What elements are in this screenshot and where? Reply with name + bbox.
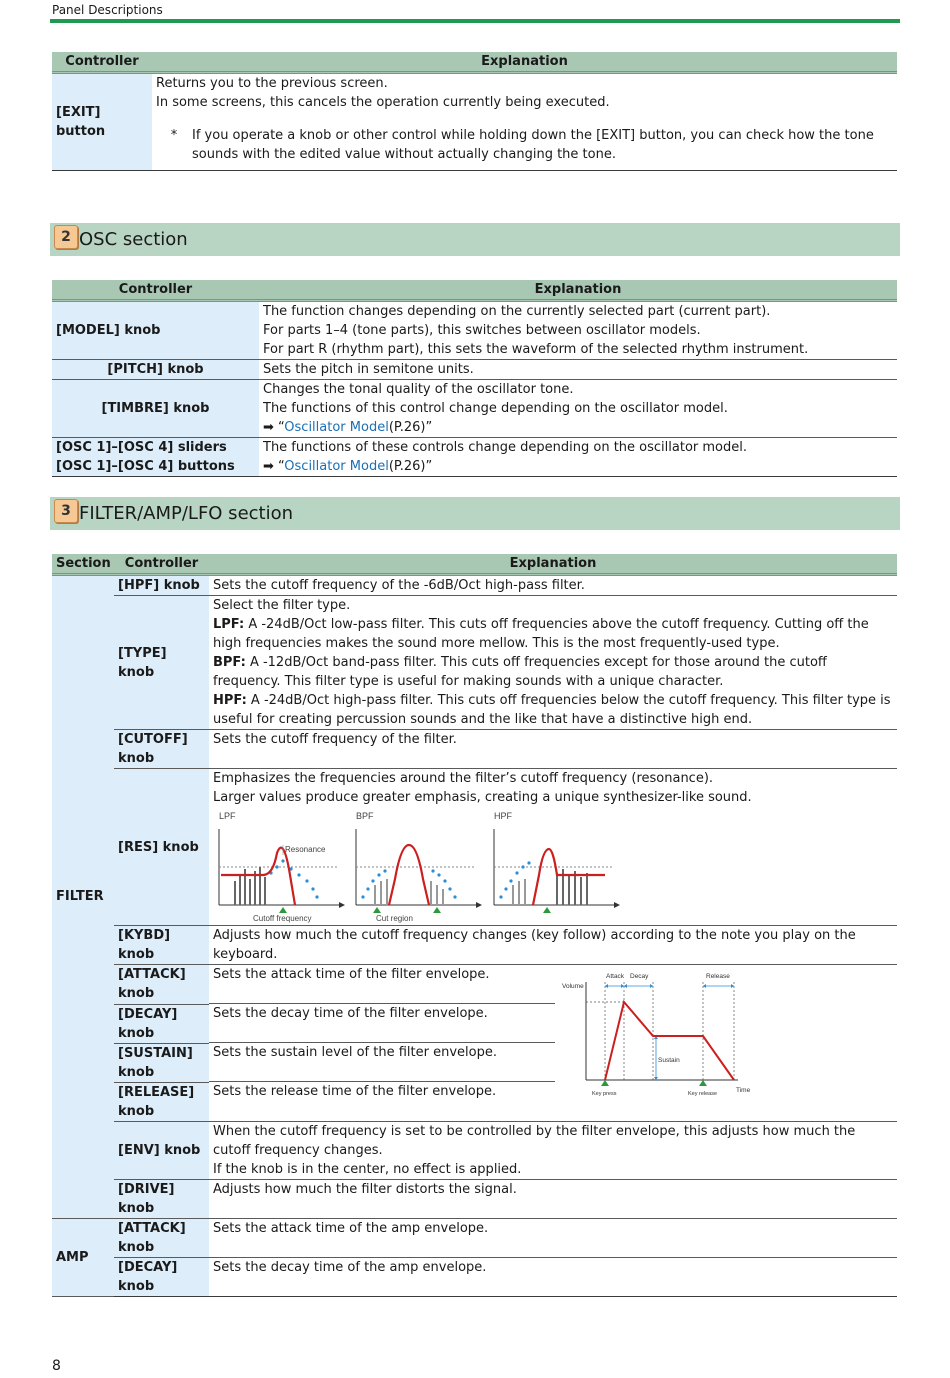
table-row <box>52 596 897 730</box>
controller-res-knob: [RES] knob <box>114 769 209 926</box>
col-explanation: Explanation <box>209 554 897 575</box>
controller-pitch-knob: [PITCH] knob <box>52 360 259 380</box>
table-row <box>52 1043 897 1082</box>
section-title: OSC section <box>79 229 188 250</box>
volume-label: Volume <box>562 983 584 990</box>
controller-osc-sliders-buttons: [OSC 1]–[OSC 4] sliders [OSC 1]–[OSC 4] buttons <box>52 438 259 477</box>
sustain-label: Sustain <box>658 1057 680 1064</box>
table-row <box>52 1082 897 1121</box>
table-row <box>52 965 897 1005</box>
resonance-label: Resonance <box>285 845 326 854</box>
table-row <box>52 575 897 596</box>
table-row <box>52 380 897 438</box>
bpf-label: BPF <box>356 811 374 821</box>
explanation-cell: Sets the decay time of the amp envelope. <box>209 1257 897 1296</box>
oscillator-model-link[interactable]: Oscillator Model <box>284 420 389 435</box>
table-row <box>52 1004 897 1043</box>
table-row <box>52 73 897 171</box>
exit-table <box>52 52 897 171</box>
controller-amp-attack-knob: [ATTACK] knob <box>114 1218 209 1257</box>
explanation-cell: Returns you to the previous screen. In some screens, this cancels the operation currently being executed. * If you operate a knob or other control while holding down the [EXIT] button, you can check how the tone sounds with the edited value without actually changing the tone. <box>152 73 897 171</box>
table-row <box>52 438 897 477</box>
time-label: Time <box>736 1087 751 1094</box>
cut-region-label: Cut region <box>376 914 413 923</box>
controller-release-knob: [RELEASE] knob <box>114 1082 209 1121</box>
explanation-cell: The function changes depending on the currently selected part (current part). For parts 1–4 (tone parts), this switches between oscillator models. For part R (rhythm part), this sets the waveform of the selected rhythm instrument. <box>259 301 897 360</box>
attack-label: Attack <box>606 973 625 980</box>
bpf-plot <box>356 829 482 913</box>
hpf-label: HPF <box>494 811 512 821</box>
controller-env-knob: [ENV] knob <box>114 1121 209 1179</box>
note <box>156 126 893 164</box>
explanation-cell: When the cutoff frequency is set to be controlled by the filter envelope, this adjusts how much the cutoff frequency changes. If the knob is in the center, no effect is applied. <box>209 1121 897 1179</box>
explanation-cell: Sets the cutoff frequency of the filter. <box>209 730 897 769</box>
explanation-cell: Changes the tonal quality of the oscillator tone. The functions of this control change depending on the oscillator model. ➡ “Oscillator Model(P.26)” <box>259 380 897 438</box>
controller-cutoff-knob: [CUTOFF] knob <box>114 730 209 769</box>
note-mark: * <box>170 128 178 143</box>
cross-reference: ➡ “Oscillator Model(P.26)” <box>263 459 433 474</box>
table-row <box>52 360 897 380</box>
section-header-filter-amp-lfo <box>50 497 900 530</box>
col-controller: Controller <box>114 554 209 575</box>
cross-reference: ➡ “Oscillator Model(P.26)” <box>263 420 433 435</box>
table-row <box>52 1179 897 1218</box>
col-explanation: Explanation <box>259 280 897 301</box>
explanation-cell: Sets the release time of the filter envelope. <box>209 1082 897 1121</box>
section-header-osc <box>50 223 900 256</box>
osc-table <box>52 280 897 477</box>
controller-drive-knob: [DRIVE] knob <box>114 1179 209 1218</box>
explanation-cell: Sets the decay time of the filter envelope. <box>209 1004 897 1043</box>
header-rule <box>50 19 900 23</box>
key-press-label: Key press <box>592 1091 617 1097</box>
controller-timbre-knob: [TIMBRE] knob <box>52 380 259 438</box>
page-number: 8 <box>52 1358 61 1374</box>
section-number: 2 <box>54 225 78 249</box>
key-release-label: Key release <box>688 1091 718 1097</box>
table-row <box>52 926 897 965</box>
col-section: Section <box>52 554 114 575</box>
controller-amp-decay-knob: [DECAY] knob <box>114 1257 209 1296</box>
filter-table <box>52 554 897 1297</box>
controller-sustain-knob: [SUSTAIN] knob <box>114 1043 209 1082</box>
controller-model-knob: [MODEL] knob <box>52 301 259 360</box>
table-row <box>52 1257 897 1296</box>
page-header-title: Panel Descriptions <box>52 3 163 17</box>
table-row <box>52 301 897 360</box>
explanation-cell: The functions of these controls change depending on the oscillator model. ➡ “Oscillator Model(P.26)” <box>259 438 897 477</box>
note-text: If you operate a knob or other control while holding down the [EXIT] button, you can check how the tone sounds with the edited value without actually changing the tone. <box>192 128 874 162</box>
decay-label: Decay <box>630 973 649 980</box>
controller-attack-knob: [ATTACK] knob <box>114 965 209 1005</box>
explanation-cell: Sets the attack time of the filter envelope. <box>209 965 897 1005</box>
lpf-label: LPF <box>219 811 236 821</box>
lpf-plot <box>219 829 345 913</box>
section-title: FILTER/AMP/LFO section <box>79 503 294 524</box>
explanation-cell: Sets the attack time of the amp envelope. <box>209 1218 897 1257</box>
explanation-cell: Emphasizes the frequencies around the filter’s cutoff frequency (resonance). Larger values produce greater emphasis, creating a unique synthesizer-like sound. LPF BPF HPF Resonance Cutoff frequency Cut region <box>209 769 897 926</box>
section-amp: AMP <box>52 1218 114 1296</box>
release-label: Release <box>706 973 730 980</box>
table-row <box>52 730 897 769</box>
explanation-cell: Adjusts how much the filter distorts the signal. <box>209 1179 897 1218</box>
oscillator-model-link[interactable]: Oscillator Model <box>284 459 389 474</box>
col-controller: Controller <box>52 280 259 301</box>
controller-exit-button: [EXIT] button <box>52 73 152 171</box>
table-row <box>52 769 897 926</box>
table-row <box>52 1121 897 1179</box>
explanation-cell: Sets the sustain level of the filter envelope. <box>209 1043 897 1082</box>
section-filter: FILTER <box>52 575 114 1219</box>
controller-hpf-knob: [HPF] knob <box>114 575 209 596</box>
explanation-cell: Adjusts how much the cutoff frequency changes (key follow) according to the note you play on the keyboard. <box>209 926 897 965</box>
resonance-diagram <box>213 809 633 925</box>
controller-kybd-knob: [KYBD] knob <box>114 926 209 965</box>
controller-type-knob: [TYPE] knob <box>114 596 209 730</box>
section-number: 3 <box>54 499 78 523</box>
table-row <box>52 1218 897 1257</box>
envelope-diagram <box>560 968 760 1098</box>
controller-decay-knob: [DECAY] knob <box>114 1004 209 1043</box>
explanation-cell: Sets the pitch in semitone units. <box>259 360 897 380</box>
col-controller: Controller <box>52 52 152 73</box>
cutoff-frequency-label: Cutoff frequency <box>253 914 312 923</box>
hpf-plot <box>494 829 620 913</box>
explanation-cell: Select the filter type. LPF: A -24dB/Oct low-pass filter. This cuts off frequencies above the cutoff frequency. Cutting off the high frequencies makes the sound more mellow. This is the most frequently-used type. BPF: A -12dB/Oct band-pass filter. This cuts off frequencies except for those around the cutoff frequency. This filter type is useful for making sounds with a unique character. HPF: A -24dB/Oct high-pass filter. This cuts off frequencies below the cutoff frequency. This filter type is useful for creating percussion sounds and the like that have a distinctive high end. <box>209 596 897 730</box>
col-explanation: Explanation <box>152 52 897 73</box>
explanation-cell: Sets the cutoff frequency of the -6dB/Oct high-pass filter. <box>209 575 897 596</box>
